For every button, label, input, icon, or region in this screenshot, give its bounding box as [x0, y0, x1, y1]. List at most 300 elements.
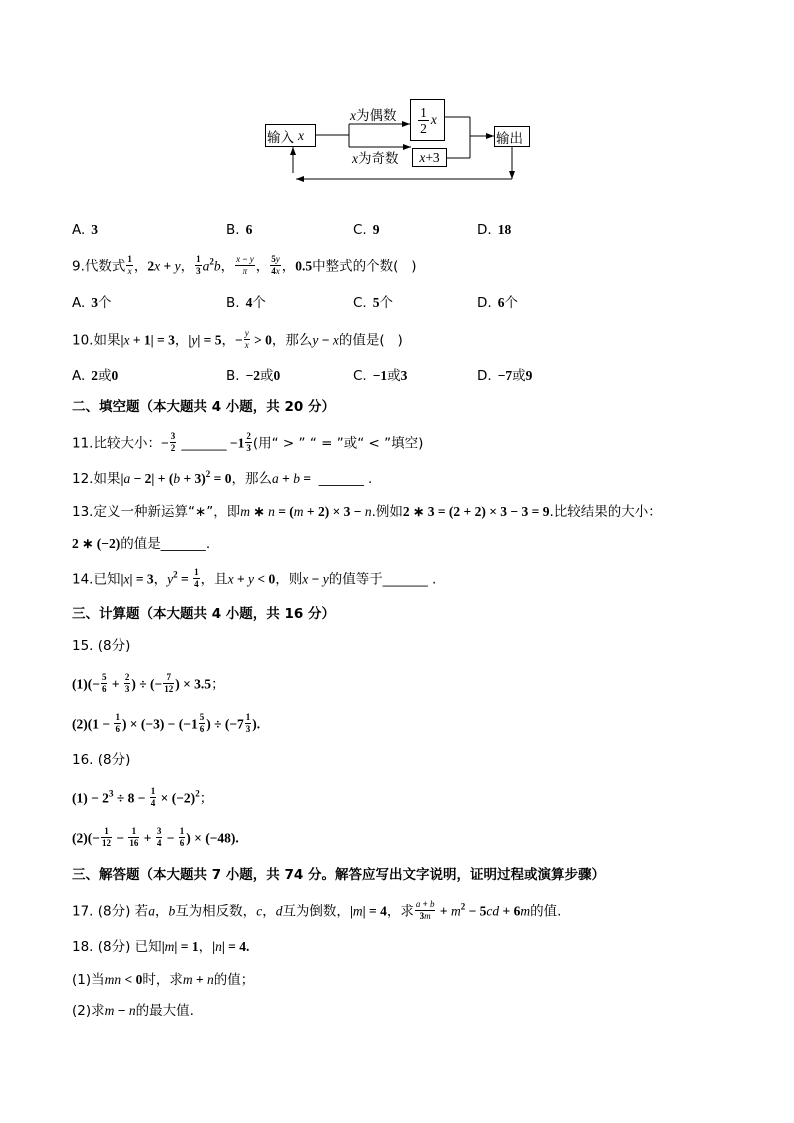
math-expression: 3	[400, 368, 408, 383]
math-expression: 3	[246, 443, 251, 453]
math-variable: x	[154, 258, 161, 274]
fraction	[179, 826, 186, 849]
math-variable: y	[249, 254, 254, 264]
text-run: 的最大值.	[135, 1003, 194, 1019]
question-8-option-b	[226, 220, 252, 240]
flowchart-plus3-variable: x	[419, 149, 426, 165]
fraction-numerator	[245, 712, 252, 724]
question-16-part-1	[72, 787, 213, 807]
question-10-options	[0, 366, 794, 386]
math-expression: 6	[179, 838, 185, 848]
fraction	[114, 712, 121, 735]
math-expression: 9	[372, 222, 380, 237]
option-value	[91, 368, 118, 384]
fraction	[199, 712, 206, 735]
math-expression: 12	[101, 838, 111, 848]
fraction-numerator	[245, 431, 252, 443]
math-variable: x	[275, 266, 280, 276]
math-expression: 2 ∗ (−2)	[72, 536, 121, 551]
math-expression: 7	[166, 672, 171, 682]
math-variable: π	[242, 266, 248, 276]
math-variable: n	[215, 939, 222, 954]
math-expression: 1	[179, 826, 185, 836]
math-expression: 2	[170, 443, 176, 453]
flowchart-input-variable: x	[298, 127, 304, 143]
math-variable: c	[256, 903, 263, 919]
option-value	[373, 368, 408, 384]
fraction	[245, 431, 252, 454]
flowchart-odd-text: 为奇数	[358, 151, 399, 167]
text-run: 中整式的个数( )	[312, 258, 417, 275]
text-run: ；	[211, 676, 225, 693]
superscript: 2	[173, 569, 178, 580]
section-heading-calculation: 三、计算题（本大题共 4 小题，共 16 分）	[72, 606, 335, 622]
math-expression: =	[299, 471, 315, 486]
math-variable: b	[168, 903, 176, 919]
section-heading-fill-in: 二、填空题（本大题共 4 小题，共 20 分）	[72, 399, 335, 415]
fraction	[244, 328, 250, 351]
flowchart-half-box	[410, 99, 445, 141]
option-letter: C.	[353, 368, 367, 384]
question-9-options	[0, 293, 794, 313]
math-expression: +	[436, 903, 451, 919]
math-expression: 4	[150, 798, 156, 808]
fraction-denominator	[101, 838, 112, 849]
text-run: ，且	[200, 571, 228, 588]
math-expression: +	[160, 258, 175, 274]
math-variable: m	[164, 939, 175, 954]
math-expression: 1	[194, 567, 199, 577]
math-expression: ).	[252, 716, 261, 732]
math-expression: < 0	[121, 972, 143, 987]
math-expression: = (	[274, 504, 294, 519]
text-run: 的值；	[213, 972, 255, 988]
fraction	[193, 567, 200, 590]
fraction	[124, 672, 131, 695]
fraction-numerator	[244, 328, 250, 340]
math-expression: −7	[497, 368, 513, 383]
text-run: 或	[260, 368, 274, 384]
math-variable: x	[127, 266, 132, 276]
flowchart-even-text: 为偶数	[356, 108, 397, 124]
fraction	[270, 254, 281, 277]
fraction-numerator	[179, 826, 186, 838]
math-expression: |	[212, 939, 216, 954]
question-9-option-c	[353, 293, 393, 313]
fraction	[128, 826, 139, 849]
math-expression: +	[278, 471, 294, 486]
fraction-denominator	[193, 579, 200, 590]
text-run: 18. (8分) 已知	[72, 939, 162, 955]
math-expression: 16	[129, 838, 139, 848]
math-expression: 3	[170, 431, 176, 441]
flowchart-plus3-box	[412, 148, 447, 167]
math-variable: m	[450, 903, 461, 919]
math-variable: m	[293, 504, 304, 519]
option-letter: D.	[477, 222, 492, 238]
fraction-denominator	[270, 266, 281, 277]
math-expression: |	[120, 332, 124, 348]
question-18-part-1	[72, 970, 254, 990]
fraction-numerator	[415, 899, 436, 911]
fraction-numerator	[150, 786, 157, 798]
question-9	[72, 255, 417, 275]
text-run: (2)求	[72, 1003, 105, 1019]
text-run: 13.定义一种新运算“∗”，即	[72, 504, 241, 520]
math-expression: 12	[164, 684, 174, 694]
option-value	[246, 222, 253, 238]
math-expression: =	[177, 571, 193, 587]
math-variable: a	[123, 471, 131, 486]
fraction-numerator	[199, 712, 206, 724]
fraction-numerator	[156, 826, 163, 838]
fraction	[150, 786, 157, 809]
math-expression: 0.5	[295, 258, 313, 274]
flowchart-connectors	[0, 0, 794, 200]
math-variable: m	[104, 1003, 115, 1018]
math-variable: b	[173, 471, 181, 486]
math-expression: | = 1	[174, 939, 199, 954]
text-run: ，求	[386, 903, 414, 920]
text-run: ，	[221, 332, 235, 349]
fraction-numerator	[114, 712, 121, 724]
math-expression: (1) − 2	[72, 790, 109, 806]
fraction-denominator	[244, 340, 250, 351]
text-run: ；	[199, 790, 214, 807]
text-run: (1)当	[72, 972, 105, 988]
fraction-denominator	[195, 266, 202, 277]
text-run: 11.比较大小：	[72, 435, 161, 452]
math-expression: + 3)	[180, 471, 206, 486]
text-run: ，	[154, 903, 169, 920]
math-expression: ) × (−48).	[186, 830, 239, 846]
text-run: 互为相反数，	[175, 903, 257, 920]
fraction-denominator	[170, 443, 177, 454]
flowchart-even-variable: x	[350, 108, 356, 123]
math-expression: 6	[115, 724, 120, 734]
math-expression: 6	[245, 222, 253, 237]
math-variable: x	[227, 571, 234, 587]
option-value	[373, 295, 393, 311]
math-expression: 2	[147, 258, 155, 274]
question-15-part-1	[72, 673, 225, 693]
fraction	[195, 254, 202, 277]
flowchart-odd-label	[352, 151, 399, 167]
flowchart-input-box	[265, 124, 316, 147]
math-variable: m	[520, 903, 531, 919]
math-expression: 3	[196, 266, 201, 276]
fraction-numerator	[128, 826, 139, 838]
math-expression: 2	[91, 368, 99, 383]
fraction-numerator	[170, 431, 177, 443]
math-expression: 3	[245, 724, 251, 734]
answer-blank: ______	[160, 536, 206, 551]
math-expression: 1	[196, 254, 201, 264]
math-expression: +	[108, 676, 123, 692]
question-8-options	[0, 220, 794, 240]
text-run: 个	[379, 295, 393, 311]
math-variable: x	[302, 571, 309, 587]
answer-blank: ______	[181, 435, 227, 451]
option-value	[246, 368, 281, 384]
math-variable: x	[123, 332, 130, 348]
superscript: 2	[209, 256, 214, 267]
math-expression: −	[308, 571, 323, 587]
fraction-denominator	[124, 684, 131, 695]
question-8-option-c	[353, 220, 379, 240]
question-8-option-d	[477, 220, 511, 240]
flowchart-even-label	[350, 108, 397, 124]
text-run: 或	[387, 368, 401, 384]
math-expression: 5	[199, 712, 205, 722]
question-10-option-d	[477, 366, 532, 386]
superscript: 2	[205, 469, 211, 479]
fraction-numerator	[101, 672, 108, 684]
option-value	[373, 222, 380, 238]
option-letter: B.	[226, 295, 240, 311]
option-value	[91, 222, 98, 238]
math-expression: 3	[156, 826, 162, 836]
text-run: 的值是	[120, 536, 161, 552]
math-expression: 5	[372, 295, 380, 310]
math-variable: y	[275, 254, 280, 264]
question-18	[72, 937, 249, 957]
math-expression: 1	[131, 826, 137, 836]
text-run: ，那么	[231, 471, 272, 487]
option-letter: D.	[477, 368, 492, 384]
fraction-denominator	[199, 724, 206, 735]
math-variable: b	[213, 258, 221, 274]
math-variable: m	[352, 903, 363, 919]
math-expression: (2)(−	[72, 830, 100, 846]
question-8-option-a	[72, 220, 98, 240]
math-variable: b	[293, 471, 300, 486]
text-run: 14.已知	[72, 571, 121, 588]
text-run: 的值是( )	[338, 332, 403, 349]
math-expression: |	[120, 471, 124, 486]
math-expression: 5	[101, 672, 107, 682]
math-variable: a	[202, 258, 210, 274]
text-run: ，	[262, 903, 276, 920]
text-run: ，	[198, 939, 213, 955]
fraction-denominator	[235, 266, 255, 277]
math-expression: < 0	[254, 571, 276, 587]
math-variable: a	[271, 471, 279, 486]
option-letter: B.	[226, 368, 240, 384]
math-expression: 0	[273, 368, 281, 383]
math-expression: −1	[372, 368, 388, 383]
math-expression: 3	[419, 911, 425, 921]
flowchart-half-variable: x	[430, 112, 437, 127]
text-run: 9.代数式	[72, 258, 126, 275]
text-run: 或	[512, 368, 526, 384]
math-expression: 0	[111, 368, 119, 383]
math-expression: ) ÷ (−7	[206, 716, 244, 732]
math-variable: x	[332, 332, 339, 348]
option-value	[246, 295, 266, 311]
math-variable: d	[275, 903, 283, 919]
text-run: (用“ > ” “ = ”或“ < ”填空)	[252, 435, 424, 452]
option-value	[91, 295, 111, 311]
text-run: 个	[252, 295, 266, 311]
text-run: .比较结果的大小：	[549, 504, 662, 520]
option-letter: A.	[72, 222, 86, 238]
fraction-denominator	[415, 911, 436, 922]
math-expression: 3	[91, 295, 99, 310]
math-variable: a	[148, 903, 155, 919]
fraction	[126, 254, 133, 277]
flowchart-half-fraction	[418, 105, 429, 136]
question-12	[72, 469, 372, 489]
option-value	[498, 368, 533, 384]
math-expression: 6	[101, 684, 107, 694]
math-expression: 1	[245, 712, 251, 722]
fraction-numerator	[270, 254, 281, 266]
math-expression: 1	[115, 712, 120, 722]
math-expression: 1	[127, 254, 132, 264]
math-variable: y	[191, 332, 198, 348]
math-variable: m	[240, 504, 251, 519]
text-run: ，	[153, 571, 168, 588]
math-variable: x	[123, 571, 130, 587]
question-13-line-2	[72, 534, 210, 554]
fraction-denominator	[179, 838, 186, 849]
question-15-header: 15. (8分)	[72, 638, 131, 654]
math-expression: | = 3	[129, 571, 154, 587]
answer-blank: ______	[382, 571, 428, 587]
math-expression: 5	[271, 254, 276, 264]
fraction-numerator	[235, 254, 255, 266]
fraction-denominator	[101, 684, 108, 695]
math-variable: m	[182, 972, 193, 987]
math-expression: +	[192, 972, 208, 987]
question-13-line-1	[72, 502, 662, 522]
superscript: 2	[460, 901, 466, 912]
math-expression: 2 ∗ 3 = (2 + 2) × 3 − 3 = 9	[402, 504, 550, 519]
fraction-numerator	[193, 567, 200, 579]
question-10	[72, 329, 403, 349]
fraction	[415, 899, 436, 922]
superscript: 2	[195, 788, 200, 799]
option-letter: A.	[72, 368, 86, 384]
question-9-option-d	[477, 293, 518, 313]
math-expression: 4	[156, 838, 162, 848]
text-run: ，	[255, 258, 270, 275]
math-expression: 1	[150, 786, 156, 796]
math-expression: 1	[104, 826, 109, 836]
question-14	[72, 568, 436, 588]
question-17	[72, 900, 561, 920]
math-expression: −	[240, 254, 250, 264]
math-variable: m	[424, 911, 431, 921]
fraction-numerator	[101, 826, 112, 838]
option-letter: B.	[226, 222, 240, 238]
math-expression: 2	[124, 672, 130, 682]
text-run: 12.如果	[72, 471, 121, 487]
fraction-numerator	[126, 254, 133, 266]
math-expression: |	[188, 332, 192, 348]
question-9-option-a	[72, 293, 112, 313]
math-expression: −	[114, 1003, 129, 1018]
math-expression: + 1| = 3	[129, 332, 175, 348]
math-expression: 4	[271, 266, 276, 276]
math-variable: x	[244, 340, 249, 350]
text-run: .例如	[371, 504, 403, 520]
math-expression: +	[420, 899, 430, 909]
fraction	[156, 826, 163, 849]
question-10-option-b	[226, 366, 280, 386]
text-run: 的值.	[530, 903, 562, 920]
math-expression: |	[161, 939, 165, 954]
math-expression: −	[160, 435, 169, 451]
text-run: ，	[133, 258, 148, 275]
option-value	[498, 295, 518, 311]
math-expression: | = 5	[197, 332, 222, 348]
flowchart-output-box	[494, 126, 530, 147]
fraction	[235, 254, 255, 277]
math-expression: −	[234, 332, 243, 348]
text-run: 或	[98, 368, 112, 384]
math-expression: −	[163, 830, 178, 846]
math-expression: 4	[194, 579, 199, 589]
math-expression: (1)(−	[72, 676, 100, 692]
fraction-numerator	[124, 672, 131, 684]
text-run: ，则	[275, 571, 303, 588]
fraction-denominator	[245, 443, 252, 454]
option-letter: C.	[353, 295, 367, 311]
math-expression: | = 4.	[221, 939, 250, 954]
math-expression: +	[233, 571, 249, 587]
fraction-denominator	[163, 684, 174, 695]
math-expression: + 2) × 3 −	[303, 504, 365, 519]
math-expression: −1	[226, 435, 245, 451]
math-expression: 6	[199, 724, 205, 734]
math-expression: = 0	[210, 471, 232, 486]
math-variable: n	[128, 1003, 136, 1018]
text-run: .	[205, 536, 211, 552]
math-expression: | = 4	[362, 903, 387, 919]
option-letter: C.	[353, 222, 367, 238]
fraction-numerator: 1	[420, 104, 427, 120]
fraction-denominator	[150, 798, 157, 809]
fraction-denominator	[128, 838, 139, 849]
fraction-denominator: 2	[420, 120, 427, 136]
math-variable: y	[322, 571, 329, 587]
text-run: 10.如果	[72, 332, 121, 349]
math-expression: (2)(1 −	[72, 716, 114, 732]
text-run: 时，求	[142, 972, 183, 988]
question-18-part-2	[72, 1001, 194, 1021]
option-letter: D.	[477, 295, 492, 311]
fraction-numerator	[195, 254, 202, 266]
math-variable: y	[244, 328, 249, 338]
math-variable: y	[174, 258, 181, 274]
text-run: 17. (8分) 若	[72, 903, 149, 920]
math-variable: n	[364, 504, 372, 519]
math-variable: y	[167, 571, 174, 587]
question-16-part-2	[72, 827, 239, 847]
fraction-numerator	[163, 672, 174, 684]
question-16-header: 16. (8分)	[72, 752, 131, 768]
math-expression: + 6	[499, 903, 521, 919]
math-expression: 18	[497, 222, 512, 237]
math-expression: +	[140, 830, 155, 846]
math-variable: n	[207, 972, 214, 987]
text-run: 的值等于	[328, 571, 383, 588]
text-run: .	[363, 471, 373, 487]
flowchart-odd-variable: x	[352, 151, 358, 166]
math-expression: − 2| + (	[130, 471, 174, 486]
